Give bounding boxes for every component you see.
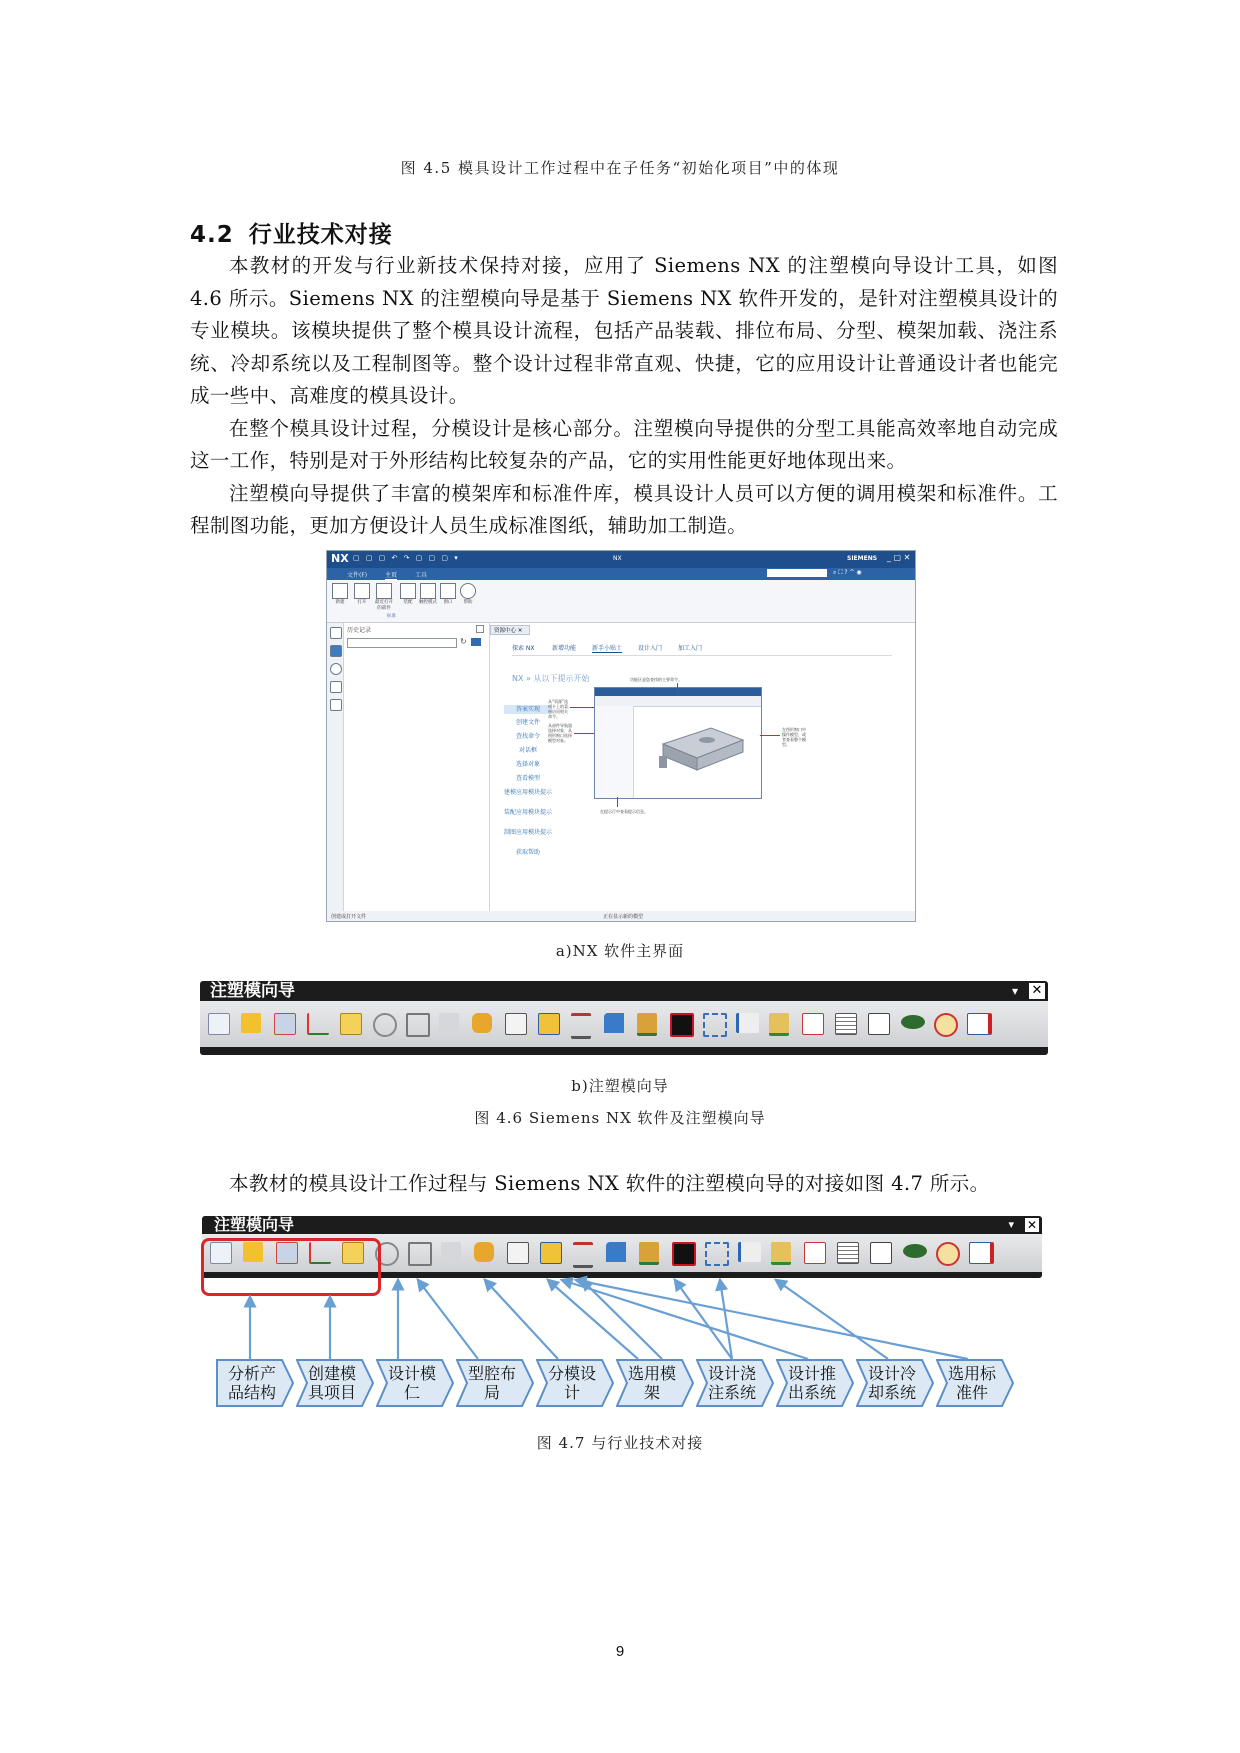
paragraph-fig47: 本教材的模具设计工作过程与 Siemens NX 软件的注塑模向导的对接如图 4.7 所示。 — [229, 1172, 990, 1195]
tab-explore-nx[interactable]: 探索 NX — [512, 645, 535, 652]
process-step-label: 设计推 — [787, 1364, 836, 1383]
process-step-label: 准件 — [955, 1383, 988, 1402]
fig46a-caption: a)NX 软件主界面 — [555, 942, 685, 960]
resource-center-tab[interactable]: 资源中心 ✕ — [490, 625, 530, 635]
start-heading: NX » 从以下提示开始 — [512, 674, 590, 683]
link-select-object[interactable]: 选择对象 — [515, 761, 540, 768]
section-number: 4.2 — [190, 222, 234, 248]
link-modeling-tips[interactable]: 建模应用模块提示 — [504, 789, 553, 796]
tab-design-intro[interactable]: 设计入门 — [638, 645, 663, 652]
callout-resource: 从“资源”选项卡上的菜单访问相关命令。 — [548, 699, 569, 719]
toolbar-title: 注塑模向导 — [210, 981, 295, 1001]
process-step-label: 分析产 — [227, 1364, 276, 1383]
section-title: 行业技术对接 — [248, 222, 393, 248]
process-step-label: 设计冷 — [867, 1364, 916, 1383]
process-step-label: 选用标 — [947, 1364, 996, 1383]
nx-window-title: NX — [613, 555, 622, 562]
ribbon-open-button[interactable]: 打开 — [353, 583, 371, 605]
status-message: 正在显示新的模型 — [603, 914, 644, 920]
status-left: 创建或打开文件 — [331, 914, 367, 920]
callout-ribbon: 功能区是您查找的主要命令。 — [630, 677, 682, 682]
ribbon-group-label: 标准 — [387, 614, 396, 619]
history-title: 历史记录 — [347, 627, 372, 634]
tab-machining-intro[interactable]: 加工入门 — [678, 645, 703, 652]
paragraph-1: 本教材的开发与行业新技术保持对接，应用了 Siemens NX 的注塑模向导设计工具，如图 4.6 所示。Siemens NX 的注塑模向导是基于 Siemens NX 软件开发的，是针对注塑模具设计的专业模块。该模块提供了整个模具设计流程，包括产品装载、排位布局、分型、模架加载、浇注系统、冷却系统以及工程制图等。整个设计过程非常直观、快捷，它的应用设计让普通设计者也能完成一些中、高难度的模具设计。 — [190, 254, 1058, 407]
process-step-label: 具项目 — [307, 1383, 356, 1402]
process-step-1 — [216, 1359, 294, 1407]
process-step-label: 却系统 — [867, 1383, 916, 1402]
ribbon-touch-mode-button[interactable]: 触控模式 — [419, 583, 437, 605]
callout-selection: 从部件导航器选择对象，从图形窗口选择模型对象。 — [548, 723, 572, 743]
link-assembly-tips[interactable]: 装配应用模块提示 — [504, 809, 553, 816]
link-drafting-tips[interactable]: 制图应用模块提示 — [504, 829, 553, 836]
process-step-label: 选用模 — [627, 1364, 676, 1383]
link-view-model[interactable]: 查看模型 — [515, 775, 540, 782]
ribbon-assembly-button[interactable]: 装配 — [399, 583, 417, 605]
fig45-caption: 图 4.5 模具设计工作过程中在子任务“初始化项目”中的体现 — [400, 159, 840, 177]
process-step-8 — [776, 1359, 854, 1407]
process-step-4 — [456, 1359, 534, 1407]
fig46-caption: 图 4.6 Siemens NX 软件及注塑模向导 — [474, 1109, 766, 1127]
menu-tools[interactable]: 工具 — [415, 572, 428, 579]
paragraph-3: 注塑模向导提供了丰富的模架库和标准件库，模具设计人员可以方便的调用模架和标准件。工程制图功能，更加方便设计人员生成标准图纸，辅助加工制造。 — [190, 481, 1058, 537]
ribbon-help-button[interactable]: 帮助 — [459, 583, 477, 605]
refresh-icon[interactable]: ↻ — [460, 637, 467, 646]
link-find-command[interactable]: 查找命令 — [515, 733, 540, 740]
quick-access-icons: ▢ ▢ ▢ ↶ ↷ ▢ ▢ ▢ ▾ — [353, 554, 460, 562]
process-step-5 — [536, 1359, 614, 1407]
process-step-3 — [376, 1359, 454, 1407]
callout-graphics: 在图形窗口中操作模型，或者查看整个模型。 — [782, 727, 806, 747]
process-step-6 — [616, 1359, 694, 1407]
page-number: 9 — [615, 1643, 625, 1660]
process-step-9 — [856, 1359, 934, 1407]
link-dialog[interactable]: 对话框 — [518, 747, 537, 754]
process-step-label: 仁 — [403, 1383, 420, 1402]
callout-cue-line: 在提示行中查看提示信息。 — [600, 809, 648, 814]
link-get-help[interactable]: 获取帮助 — [515, 849, 540, 856]
toolbar-small-title: 注塑模向导 — [214, 1216, 295, 1234]
process-step-2 — [296, 1359, 374, 1407]
process-step-10 — [936, 1359, 1014, 1407]
link-answer[interactable]: 答案实现 — [504, 705, 552, 714]
ribbon-recent-button[interactable]: 最近打开的部件 — [375, 583, 393, 605]
link-create-file[interactable]: 创建文件 — [515, 719, 540, 726]
process-step-label: 设计浇 — [707, 1364, 756, 1383]
process-step-label: 局 — [483, 1383, 500, 1402]
process-step-label: 架 — [643, 1383, 660, 1402]
process-step-label: 创建模 — [307, 1364, 356, 1383]
process-step-label: 分模设 — [547, 1364, 596, 1383]
process-step-label: 设计模 — [387, 1364, 436, 1383]
ribbon-new-button[interactable]: 新建 — [331, 583, 349, 605]
toolbar-menu-arrow[interactable]: ▾ — [1011, 984, 1018, 998]
nx-logo: NX — [331, 552, 349, 565]
process-step-label: 计 — [563, 1383, 580, 1402]
siemens-brand: SIEMENS — [847, 555, 878, 562]
search-icon[interactable]: ⌕ ⛶ ? ^ ◉ — [833, 569, 862, 576]
menu-file[interactable]: 文件(F) — [347, 572, 368, 579]
process-step-label: 型腔布 — [467, 1364, 516, 1383]
menu-home[interactable]: 主页 — [385, 572, 398, 579]
tab-whats-new[interactable]: 新增功能 — [552, 645, 577, 652]
window-controls[interactable]: _ ▢ ✕ — [887, 553, 911, 562]
process-step-label: 品结构 — [227, 1383, 276, 1402]
tab-tips[interactable]: 新手小贴士 — [592, 645, 623, 652]
process-step-label: 出系统 — [787, 1383, 836, 1402]
process-step-7 — [696, 1359, 774, 1407]
process-step-label: 注系统 — [707, 1383, 756, 1402]
toolbar-small-menu-arrow[interactable]: ▾ — [1008, 1218, 1014, 1231]
fig46b-caption: b)注塑模向导 — [571, 1077, 669, 1095]
ribbon-window-button[interactable]: 窗口 — [439, 583, 457, 605]
toolbar-small-close-icon[interactable]: ✕ — [1026, 1218, 1038, 1232]
toolbar-close-icon[interactable]: ✕ — [1029, 983, 1045, 999]
paragraph-2: 在整个模具设计过程，分模设计是核心部分。注塑模向导提供的分型工具能高效率地自动完成这一工作，特别是对于外形结构比较复杂的产品，它的实用性能更好地体现出来。 — [190, 416, 1058, 472]
fig47-caption: 图 4.7 与行业技术对接 — [536, 1434, 704, 1452]
